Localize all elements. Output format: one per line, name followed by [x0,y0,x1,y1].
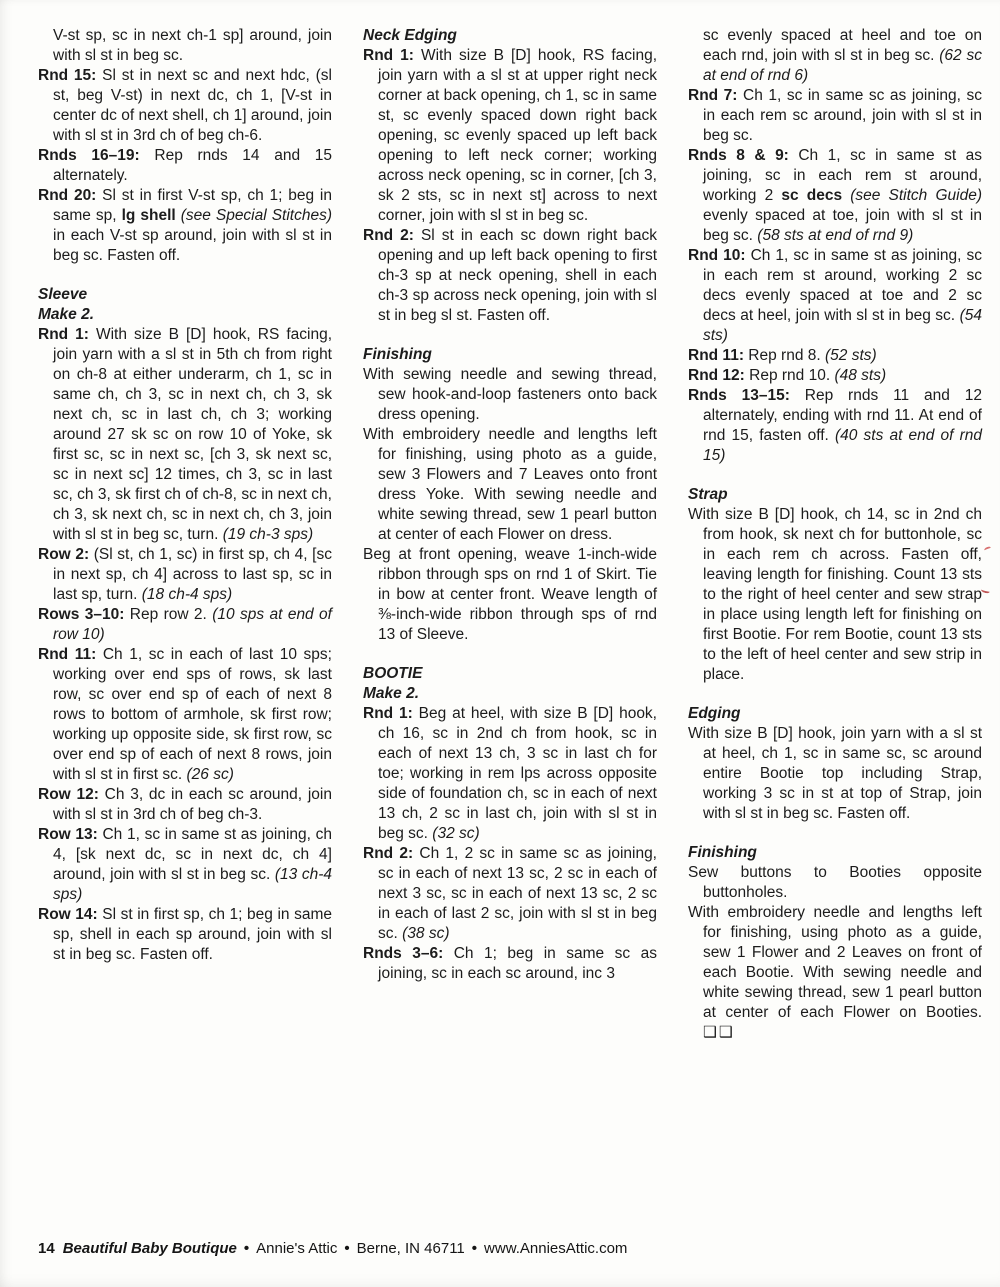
pattern-paragraph: Row 2: (Sl st, ch 1, sc) in first sp, ch 4, [sc in next sp, ch 4] across to last sp, sc in last sp, turn. (18 ch-4 sps) [38,546,332,603]
publisher-name: Annie's Attic [256,1240,338,1257]
pattern-paragraph: With embroidery needle and lengths left for finishing, using photo as a guide, sew 1 Flower and 2 Leaves on front of each Bootie. With sewing needle and white sewing thread, sew 1 pearl button at center of each Flower on Booties. ❑❑ [688,904,982,1041]
pattern-paragraph: Rnd 12: Rep rnd 10. (48 sts) [688,367,887,384]
pattern-paragraph: Rnd 1: With size B [D] hook, RS facing, join yarn with a sl st in 5th ch from right on ch-8 at either underarm, ch 1, sc in same ch, ch 3, sc in next ch, ch 3, sk next ch, sc in last ch, ch 3; working around 27 sk sc on row 10 of Yoke, sk first sc, sc in next sc, [ch 3, sk next sc, sc in next sc] 12 times, ch 3, sc in last sc, ch 3, sk first ch of ch-8, sc in next ch, ch 3, sk next ch, sc in next ch, ch 3, join with sl st in beg sc, turn. (19 ch-3 sps) [38,326,332,543]
section-heading: BOOTIE [363,665,423,682]
page-footer [38,1240,958,1257]
pattern-paragraph: With sewing needle and sewing thread, sew hook-and-loop fasteners onto back dress opening. [363,366,657,423]
section-heading: Finishing [688,844,757,861]
footer-bullet: • [344,1240,350,1257]
section-heading: Strap [688,486,728,503]
page-number: 14 [38,1240,55,1257]
pattern-paragraph: V-st sp, sc in next ch-1 sp] around, join with sl st in beg sc. [53,27,332,64]
pattern-paragraph: Row 13: Ch 1, sc in same st as joining, ch 4, [sk next dc, sc in next dc, ch 4] around, join with sl st in beg sc. (13 ch-4 sps) [38,826,333,903]
pattern-paragraph: Rnds 8 & 9: Ch 1, sc in same st as joining, sc in each rem st around, working 2 sc decs (see Stitch Guide) evenly spaced at toe, join with sl st in beg sc. (58 sts at end of rnd 9) [688,147,982,244]
pattern-paragraph: Rnd 11: Rep rnd 8. (52 sts) [688,347,877,364]
text-column-3 [688,26,982,1043]
text-column-2 [363,26,657,1043]
publisher-location: Berne, IN 46711 [356,1240,465,1257]
pattern-paragraph: Rnd 2: Sl st in each sc down right back opening and up left back opening to first ch-3 sp at neck opening, shell in each ch-3 sp across neck opening, join with sl st in beg sl st. Fasten off. [363,227,658,324]
pattern-paragraph: Rnd 2: Ch 1, 2 sc in same sc as joining, sc in each of next 13 sc, 2 sc in each of next 3 sc, sc in each of next 13 sc, 2 sc in each of last 2 sc, join with sl st in beg sc. (38 sc) [363,845,657,942]
section-heading: Edging [688,705,741,722]
pattern-paragraph: Rnd 7: Ch 1, sc in same sc as joining, sc in each rem sc around, join with sl st in beg sc. [688,87,982,144]
pattern-paragraph: With embroidery needle and lengths left for finishing, using photo as a guide, sew 3 Flowers and 7 Leaves onto front dress Yoke. With sewing needle and white sewing thread, sew 1 pearl button at center of each Flower on dress. [363,426,657,543]
pattern-paragraph: Rnds 13–15: Rep rnds 11 and 12 alternately, ending with rnd 11. At end of rnd 15, fasten off. (40 sts at end of rnd 15) [688,387,982,464]
pattern-paragraph: With size B [D] hook, ch 14, sc in 2nd ch from hook, sk next ch for buttonhole, sc in each rem ch across. Fasten off, leaving length for finishing. Count 13 sts to the right of heel center and sew strap in place using length left for finishing on first Bootie. For rem Bootie, count 13 sts to the left of heel center and sew strip in place. [688,506,982,683]
pattern-paragraph: Row 12: Ch 3, dc in each sc around, join with sl st in 3rd ch of beg ch-3. [38,786,332,823]
pattern-paragraph: Rnds 3–6: Ch 1; beg in same sc as joining, sc in each sc around, inc 3 [363,945,657,982]
section-subheading: Make 2. [363,685,420,702]
pattern-paragraph: Rnd 10: Ch 1, sc in same st as joining, sc in each rem st around, working 2 sc decs evenly spaced at toe and 2 sc decs at heel, join with sl st in beg sc. (54 sts) [688,247,982,344]
section-heading: Sleeve [38,286,88,303]
pattern-text-columns [38,26,982,1043]
footer-bullet: • [471,1240,478,1257]
pattern-paragraph: sc evenly spaced at heel and toe on each rnd, join with sl st in beg sc. (62 sc at end of rnd 6) [703,27,982,84]
section-subheading: Make 2. [38,306,95,323]
pattern-paragraph: Rnd 11: Ch 1, sc in each of last 10 sps; working over end sps of rows, sk last row, sc over end sp of each of next 8 rows to bottom of armhole, sk first row; working up opposite side, sk first row, sc over end sp of each of next 8 rows, join with sl st in first sc. (26 sc) [38,646,332,783]
pattern-paragraph: Rnd 1: Beg at heel, with size B [D] hook, ch 16, sc in 2nd ch from hook, sc in each of next 13 ch, 3 sc in last ch for toe; working in rem lps across opposite side of foundation ch, sc in each of next 13 ch, 2 sc in last ch, join with sl st in beg sc. (32 sc) [363,705,657,842]
text-column-1 [38,26,332,1043]
publisher-website: www.AnniesAttic.com [484,1240,628,1257]
footer-bullet: • [243,1240,250,1257]
pattern-paragraph: With size B [D] hook, join yarn with a sl st at heel, ch 1, sc in same sc, sc around entire Bootie top including Strap, working 3 sc in st at top of Strap, join with sl st in beg sc. Fasten off. [688,725,982,822]
section-heading: Neck Edging [363,27,457,44]
pattern-paragraph: Rnd 20: Sl st in first V-st sp, ch 1; beg in same sp, lg shell (see Special Stitches) in each V-st sp around, join with sl st in beg sc. Fasten off. [38,187,332,264]
pattern-paragraph: Rnds 16–19: Rep rnds 14 and 15 alternately. [38,147,332,184]
pattern-paragraph: Beg at front opening, weave 1-inch-wide ribbon through sps on rnd 1 of Skirt. Tie in bow at center front. Weave length of ⅜-inch-wide ribbon through sps of rnd 13 of Sleeve. [363,546,657,643]
pattern-paragraph: Row 14: Sl st in first sp, ch 1; beg in same sp, shell in each sp around, join with sl st in beg sc. Fasten off. [38,906,332,963]
pattern-paragraph: Rnd 1: With size B [D] hook, RS facing, join yarn with a sl st at upper right neck corner at back opening, ch 1, sc in same st, sc evenly spaced down right back opening, sc evenly spaced up left back opening to left neck corner; working across neck opening, sc in corner, [ch 3, sk 2 sts, sc in next st] across to next corner, join with sl st in beg sc. [363,47,657,224]
pattern-paragraph: Sew buttons to Booties opposite buttonholes. [688,864,982,901]
section-heading: Finishing [363,346,432,363]
pattern-paragraph: Rnd 15: Sl st in next sc and next hdc, (sl st, beg V-st) in next dc, ch 1, [V-st in center dc of next shell, ch 1] around, join with sl st in 3rd ch of beg ch-6. [38,67,332,144]
red-pen-scan-mark [984,546,992,552]
pattern-paragraph: Rows 3–10: Rep row 2. (10 sps at end of row 10) [38,606,332,643]
booklet-title: Beautiful Baby Boutique [62,1240,237,1257]
red-pen-scan-mark [981,587,991,594]
